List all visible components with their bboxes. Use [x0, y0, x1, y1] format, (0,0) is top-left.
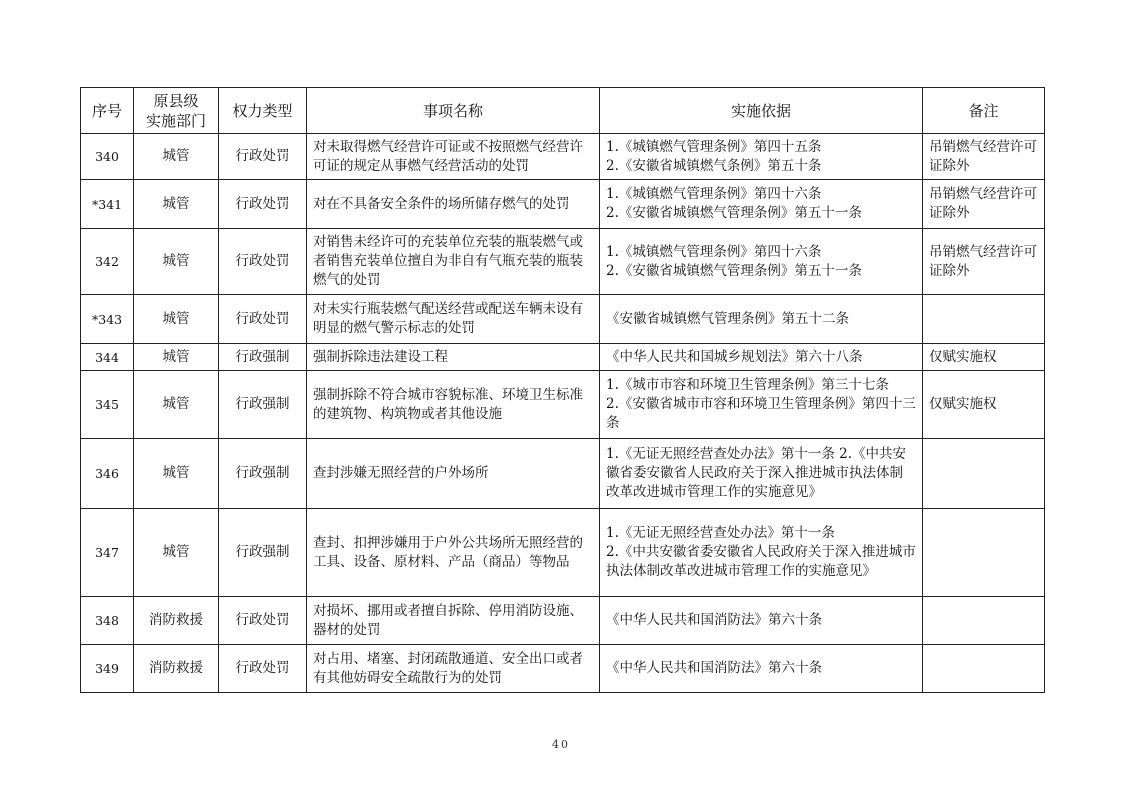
basis-line: 《中华人民共和国消防法》第六十条	[606, 612, 822, 628]
header-basis: 实施依据	[600, 88, 923, 134]
row-item-name: 对未实行瓶装燃气配送经营或配送车辆未设有明显的燃气警示标志的处罚	[307, 295, 600, 344]
table-header-row	[81, 88, 1045, 134]
row-seq: 347	[81, 509, 134, 597]
row-type: 行政处罚	[219, 180, 307, 229]
row-dept: 消防救援	[134, 645, 219, 693]
row-remark: 仅赋实施权	[923, 344, 1045, 371]
row-item-name: 强制拆除违法建设工程	[307, 344, 600, 371]
row-seq: *343	[81, 295, 134, 344]
row-type: 行政强制	[219, 344, 307, 371]
row-type: 行政强制	[219, 371, 307, 439]
row-dept: 城管	[134, 344, 219, 371]
row-basis	[600, 645, 923, 693]
row-seq: 349	[81, 645, 134, 693]
row-seq: *341	[81, 180, 134, 229]
header-power-type: 权力类型	[219, 88, 307, 134]
row-remark	[923, 597, 1045, 645]
row-dept: 城管	[134, 134, 219, 180]
row-remark: 吊销燃气经营许可证除外	[923, 180, 1045, 229]
basis-line: 2.《安徽省城镇燃气管理条例》第五十一条	[606, 262, 862, 279]
basis-line: 1.《无证无照经营查处办法》第十一条 2.《中共安徽省委安徽省人民政府关于深入推进城市执法体制改革改进城市管理工作的实施意见》	[606, 446, 907, 500]
row-remark: 仅赋实施权	[923, 371, 1045, 439]
row-type: 行政强制	[219, 439, 307, 509]
table-row	[81, 597, 1045, 645]
row-dept: 城管	[134, 371, 219, 439]
row-seq: 342	[81, 229, 134, 295]
row-type: 行政强制	[219, 509, 307, 597]
row-type: 行政处罚	[219, 134, 307, 180]
row-dept: 城管	[134, 180, 219, 229]
row-seq: 340	[81, 134, 134, 180]
header-dept-line1: 原县级	[153, 91, 199, 110]
table-row	[81, 371, 1045, 439]
basis-line: 《中华人民共和国消防法》第六十条	[606, 660, 822, 676]
table-row	[81, 439, 1045, 509]
row-seq: 345	[81, 371, 134, 439]
row-basis	[600, 597, 923, 645]
basis-line: 1.《城镇燃气管理条例》第四十六条	[606, 186, 822, 202]
basis-line: 1.《城市市容和环境卫生管理条例》第三十七条	[606, 377, 889, 393]
header-seq: 序号	[81, 88, 134, 134]
row-basis	[600, 509, 923, 597]
row-remark	[923, 645, 1045, 693]
table-row	[81, 344, 1045, 371]
table-row	[81, 229, 1045, 295]
row-type: 行政处罚	[219, 229, 307, 295]
table-row	[81, 645, 1045, 693]
row-item-name: 对损坏、挪用或者擅自拆除、停用消防设施、器材的处罚	[307, 597, 600, 645]
row-remark	[923, 439, 1045, 509]
table-row	[81, 295, 1045, 344]
row-basis	[600, 439, 923, 509]
row-item-name: 对销售未经许可的充装单位充装的瓶装燃气或者销售充装单位擅自为非自有气瓶充装的瓶装燃气的处罚	[307, 229, 600, 295]
basis-line: 1.《城镇燃气管理条例》第四十五条	[606, 138, 822, 155]
row-item-name: 对未取得燃气经营许可证或不按照燃气经营许可证的规定从事燃气经营活动的处罚	[307, 134, 600, 180]
row-basis	[600, 229, 923, 295]
table-row	[81, 509, 1045, 597]
page-number: 40	[552, 738, 570, 751]
row-dept: 消防救援	[134, 597, 219, 645]
basis-line: 1.《城镇燃气管理条例》第四十六条	[606, 243, 822, 260]
header-dept	[134, 88, 219, 134]
row-basis	[600, 371, 923, 439]
row-basis	[600, 180, 923, 229]
basis-line: 2.《安徽省城镇燃气条例》第五十条	[606, 157, 822, 174]
row-type: 行政处罚	[219, 295, 307, 344]
row-seq: 346	[81, 439, 134, 509]
row-seq: 344	[81, 344, 134, 371]
row-item-name: 对占用、堵塞、封闭疏散通道、安全出口或者有其他妨碍安全疏散行为的处罚	[307, 645, 600, 693]
row-item-name: 强制拆除不符合城市容貌标准、环境卫生标准的建筑物、构筑物或者其他设施	[307, 371, 600, 439]
header-remarks: 备注	[923, 88, 1045, 134]
row-seq: 348	[81, 597, 134, 645]
row-type: 行政处罚	[219, 597, 307, 645]
row-remark: 吊销燃气经营许可证除外	[923, 134, 1045, 180]
row-remark	[923, 295, 1045, 344]
row-basis	[600, 295, 923, 344]
row-dept: 城管	[134, 295, 219, 344]
table-row	[81, 134, 1045, 180]
basis-line: 《安徽省城镇燃气管理条例》第五十二条	[606, 310, 849, 327]
row-item-name: 对在不具备安全条件的场所储存燃气的处罚	[307, 180, 600, 229]
basis-line: 2.《安徽省城市市容和环境卫生管理条例》第四十三条	[606, 396, 916, 431]
basis-line: 2.《中共安徽省委安徽省人民政府关于深入推进城市执法体制改革改进城市管理工作的实施意见》	[606, 544, 916, 579]
row-dept: 城管	[134, 439, 219, 509]
row-item-name: 查封、扣押涉嫌用于户外公共场所无照经营的工具、设备、原材料、产品（商品）等物品	[307, 509, 600, 597]
row-remark: 吊销燃气经营许可证除外	[923, 229, 1045, 295]
row-dept: 城管	[134, 509, 219, 597]
basis-line: 1.《无证无照经营查处办法》第十一条	[606, 525, 835, 541]
basis-line: 2.《安徽省城镇燃气管理条例》第五十一条	[606, 205, 862, 221]
row-basis	[600, 134, 923, 180]
header-item-name: 事项名称	[307, 88, 600, 134]
row-dept: 城管	[134, 229, 219, 295]
header-dept-line2: 实施部门	[145, 111, 206, 130]
basis-line: 《中华人民共和国城乡规划法》第六十八条	[606, 348, 863, 365]
row-basis	[600, 344, 923, 371]
row-remark	[923, 509, 1045, 597]
power-list-table	[80, 87, 1045, 693]
table-row	[81, 180, 1045, 229]
row-item-name: 查封涉嫌无照经营的户外场所	[307, 439, 600, 509]
row-type: 行政处罚	[219, 645, 307, 693]
